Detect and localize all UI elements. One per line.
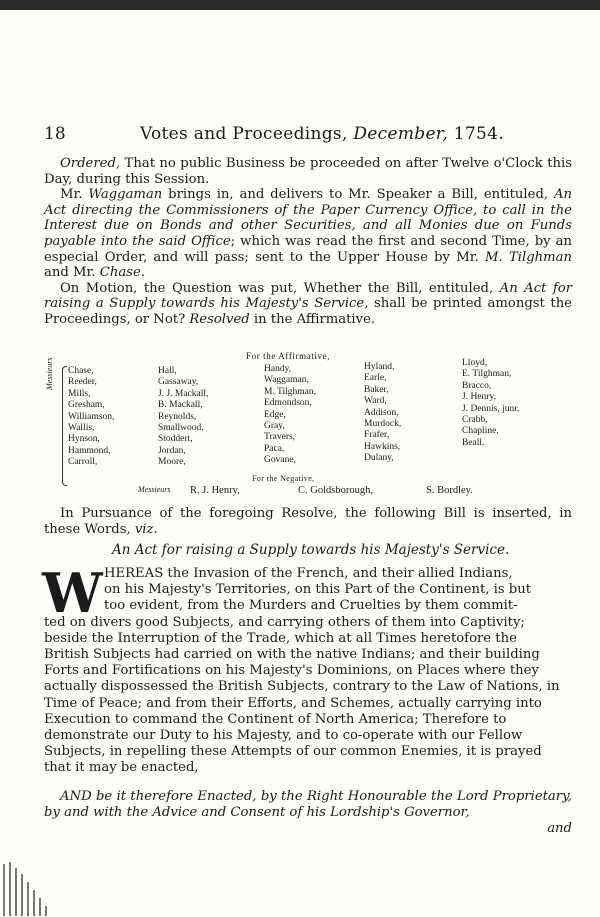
voter-name: J. Henry, xyxy=(462,392,496,403)
vote-list xyxy=(45,346,526,506)
text-line: beside the Interruption of the Trade, which at all Times heretofore the xyxy=(44,630,517,646)
voter-name: J. Dennis, junr. xyxy=(462,403,520,414)
text-line: actually dispossessed the British Subjects, contrary to the Law of Nations, in xyxy=(44,679,560,695)
voter-name: Lloyd, xyxy=(462,358,488,368)
act-title: An Act for raising a Supply towards his Majesty's Service. xyxy=(112,542,510,558)
voter-name: Crabb, xyxy=(462,415,488,426)
voter-name: Carroll, xyxy=(68,457,98,468)
text-line: Execution to command the Continent of North America; Therefore to xyxy=(44,711,507,727)
vote-column-2 xyxy=(158,366,208,469)
voter-name: Travers, xyxy=(264,432,296,443)
vote-column-1 xyxy=(68,366,114,469)
voter-name: Gray, xyxy=(264,421,285,432)
voter-name: Handy, xyxy=(264,364,292,374)
voter-name: Ward, xyxy=(364,396,387,407)
text-line: that it may be enacted, xyxy=(44,760,199,776)
voter-name: Mills, xyxy=(68,388,91,399)
negative-messieurs-label: Messieurs xyxy=(138,485,171,494)
opening-paragraphs xyxy=(44,156,572,328)
binding-edge-decoration xyxy=(0,860,60,917)
messieurs-side-label: Messieurs xyxy=(45,357,54,390)
voter-name: Govane, xyxy=(264,455,296,466)
voter-name: Hynson, xyxy=(68,434,100,445)
drop-cap-letter: W xyxy=(42,561,103,625)
whereas-paragraph xyxy=(42,561,572,777)
voter-name: M. Tilghman, xyxy=(264,386,317,397)
voter-name: Edge, xyxy=(264,409,286,420)
voter-name: C. Goldsborough, xyxy=(298,485,373,496)
voter-name: Hawkins, xyxy=(364,441,401,452)
text-line: Forts and Fortifications on his Majesty's Dominions, on Places where they xyxy=(44,663,539,679)
voter-name: Reeder, xyxy=(68,377,97,388)
voter-name: Wallis, xyxy=(68,423,95,434)
text-line: demonstrate our Duty to his Majesty, and to co-operate with our Fellow xyxy=(44,728,523,744)
paragraph-motion: On Motion, the Question was put, Whether the Bill, entituled, An Act for raising a Supply towards his Majesty's Service, shall be printed amongst the Proceedings, or Not? Resolved in the Affirmative. xyxy=(44,280,572,327)
voter-name: Dulany, xyxy=(364,453,394,464)
voter-name: Chapline, xyxy=(462,426,499,437)
text-line: British Subjects had carried on with the native Indians; and their building xyxy=(44,647,540,663)
voter-name: Gassaway, xyxy=(158,377,199,388)
enacting-clause: AND be it therefore Enacted, by the Right Honourable the Lord Proprietary, by and with the Advice and Consent of his Lordship's Governor, and xyxy=(44,789,572,836)
paragraph-ordered: Ordered, That no public Business be proceeded on after Twelve o'Clock this Day, during this Session. xyxy=(44,156,572,187)
voter-name: Earle, xyxy=(364,373,387,384)
running-title: Votes and Proceedings, December, 1754. xyxy=(140,124,504,144)
text-line: on his Majesty's Territories, on this Part of the Continent, is but xyxy=(104,582,532,598)
voter-name: Jordan, xyxy=(158,445,186,456)
list-brace xyxy=(62,366,67,486)
voter-name: Murdock, xyxy=(364,419,402,430)
paragraph-waggaman: Mr. Waggaman brings in, and delivers to Mr. Speaker a Bill, entituled, An Act directing the Commissioners of the Paper Currency Office, to call in the Interest due on Bonds and other Securities, and all Monies due on Funds payable into the said Office; which was read the first and second Time, by an especial Order, and will pass; sent to the Upper House by Mr. M. Tilghman and Mr. Chase. xyxy=(44,187,572,281)
text-line: too evident, from the Murders and Cruelties by them commit- xyxy=(104,598,518,614)
voter-name: Bracco, xyxy=(462,380,492,391)
vote-column-4 xyxy=(364,362,401,465)
voter-name: B. Mackall, xyxy=(158,400,203,411)
catchword: and xyxy=(547,821,572,836)
vote-column-5 xyxy=(462,358,519,449)
voter-name: Paca, xyxy=(264,443,285,454)
voter-name: Reynolds, xyxy=(158,411,197,422)
voter-name: S. Bordley. xyxy=(426,485,473,496)
voter-name: Smallwood, xyxy=(158,423,204,434)
voter-name: Baker, xyxy=(364,384,389,395)
voter-name: Hammond, xyxy=(68,445,111,456)
voter-name: Gresham, xyxy=(68,400,105,411)
voter-name: J. J. Mackall, xyxy=(158,388,209,399)
voter-name: Hyland, xyxy=(364,362,395,372)
voter-name: Beall. xyxy=(462,437,485,448)
voter-name: Stoddert, xyxy=(158,434,193,445)
voter-name: Hall, xyxy=(158,366,177,376)
voter-name: Williamson, xyxy=(68,411,115,422)
page-number: 18 xyxy=(44,124,66,144)
voter-name: Chase, xyxy=(68,366,94,376)
voter-name: Moore, xyxy=(158,457,186,468)
voter-name: R. J. Henry, xyxy=(190,485,240,496)
text-line: Subjects, in repelling these Attempts of our common Enemies, it is prayed xyxy=(44,744,542,760)
text-line: Time of Peace; and from their Efforts, and Schemes, actually carrying into xyxy=(44,695,542,711)
voter-name: E. Tilghman, xyxy=(462,369,512,380)
pursuance-paragraph: In Pursuance of the foregoing Resolve, the following Bill is inserted, in these Words, viz. xyxy=(44,506,572,537)
vote-column-3 xyxy=(264,364,316,467)
negative-heading: For the Negative, xyxy=(252,474,315,483)
voter-name: Edmondson, xyxy=(264,398,312,409)
text-line: ted on divers good Subjects, and carrying others of them into Captivity; xyxy=(44,614,525,630)
voter-name: Waggaman, xyxy=(264,375,309,386)
affirmative-heading: For the Affirmative, xyxy=(246,351,331,361)
voter-name: Addison, xyxy=(364,407,399,418)
text-line: HEREAS the Invasion of the French, and their allied Indians, xyxy=(104,566,513,581)
voter-name: Frafer, xyxy=(364,430,390,441)
